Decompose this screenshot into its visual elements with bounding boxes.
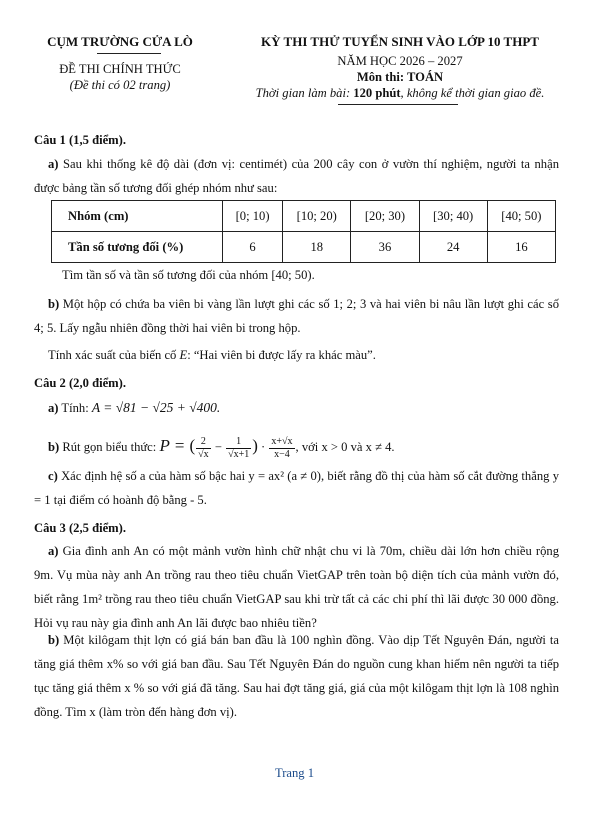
subject: Môn thi: TOÁN bbox=[356, 70, 444, 84]
q3b-paragraph: b) Một kilôgam thịt lợn có giá bán ban đầu là 100 nghìn đồng. Vào dịp Tết Nguyên Đán, người ta tăng giá thêm x% so với giá ban đầu. Sau Tết Nguyên Đán do nguồn cung khan hiếm nên người ta tiếp tục tăng giá thêm x % so với giá đã tăng. Sau hai đợt tăng giá, giá của một kilôgam thịt lợn là 108 nghìn đồng. Tìm x (làm tròn đến hàng đơn vị). bbox=[34, 633, 559, 719]
table-row bbox=[52, 201, 556, 232]
q1a-question: Tìm tần số và tần số tương đối của nhóm [40; 50). bbox=[62, 268, 315, 282]
table-row bbox=[52, 232, 556, 263]
table-cell: 18 bbox=[283, 232, 351, 263]
page-number: Trang 1 bbox=[274, 766, 315, 780]
table-cell: [0; 10) bbox=[223, 201, 283, 232]
q1b-paragraph: b) Một hộp có chứa ba viên bi vàng lần lượt ghi các số 1; 2; 3 và hai viên bi nâu lần lượt ghi các số 4; 5. Lấy ngẫu nhiên đồng thời hai viên bi trong hộp. bbox=[34, 297, 559, 335]
table-cell: [30; 40) bbox=[419, 201, 487, 232]
page-count-note: (Đề thi có 02 trang) bbox=[69, 78, 171, 92]
school-name: CỤM TRƯỜNG CỬA LÒ bbox=[47, 34, 193, 49]
table-cell: [20; 30) bbox=[351, 201, 419, 232]
table-header-frequency: Tần số tương đối (%) bbox=[52, 232, 223, 263]
exam-title: KỲ THI THỬ TUYỂN SINH VÀO LỚP 10 THPT bbox=[261, 34, 539, 49]
header-right-rule bbox=[338, 104, 458, 105]
school-year: NĂM HỌC 2026 – 2027 bbox=[337, 54, 463, 68]
q1-title: Câu 1 (1,5 điểm). bbox=[34, 133, 126, 147]
frequency-table bbox=[51, 200, 556, 263]
table-cell: 16 bbox=[487, 232, 555, 263]
time-limit: Thời gian làm bài: 120 phút, không kể thời gian giao đề. bbox=[255, 86, 545, 100]
table-cell: [10; 20) bbox=[283, 201, 351, 232]
header-left-rule bbox=[97, 53, 161, 54]
table-cell: [40; 50) bbox=[487, 201, 555, 232]
q3-title: Câu 3 (2,5 điểm). bbox=[34, 521, 126, 535]
q3a-paragraph: a) Gia đình anh An có một mảnh vườn hình chữ nhật chu vi là 70m, chiều dài lớn hơn chiều rộng 9m. Vụ mùa này anh An trồng rau theo tiêu chuẩn VietGAP trên toàn bộ diện tích của mảnh vườn đó, biết rằng 1m² trồng rau theo tiêu chuẩn VietGAP sau khi trừ tất cả các chi phí thì lãi được 30 000 đồng. Hỏi vụ rau này gia đình anh An lãi được bao nhiêu tiền? bbox=[34, 544, 559, 630]
q1a-paragraph: a) Sau khi thống kê độ dài (đơn vị: centimét) của 200 cây con ở vườn thí nghiệm, người ta nhận được bảng tần số tương đối ghép nhóm như sau: bbox=[34, 157, 559, 195]
q2c-paragraph: c) Xác định hệ số a của hàm số bậc hai y = ax² (a ≠ 0), biết rằng đồ thị của hàm số cắt đường thẳng y = 1 tại điểm có hoành độ bằng - 5. bbox=[34, 469, 559, 507]
table-cell: 24 bbox=[419, 232, 487, 263]
q2a-line: a) Tính: A = √81 − √25 + √400. bbox=[48, 400, 221, 415]
q2-title: Câu 2 (2,0 điểm). bbox=[34, 376, 126, 390]
table-cell: 36 bbox=[351, 232, 419, 263]
exam-official-label: ĐỀ THI CHÍNH THỨC bbox=[59, 62, 181, 76]
q2b-line: b) Rút gọn biểu thức: P = ( $\frac{2}{√x}$ − $\frac{1}{√x+1}$ ) · $\frac{x+√x}{x-4}$ , với x > 0 và x ≠ 4. bbox=[48, 435, 395, 460]
table-header-group: Nhóm (cm) bbox=[52, 201, 223, 232]
q1b-question: Tính xác suất của biến cố E: “Hai viên bi được lấy ra khác màu”. bbox=[48, 348, 376, 362]
table-cell: 6 bbox=[223, 232, 283, 263]
